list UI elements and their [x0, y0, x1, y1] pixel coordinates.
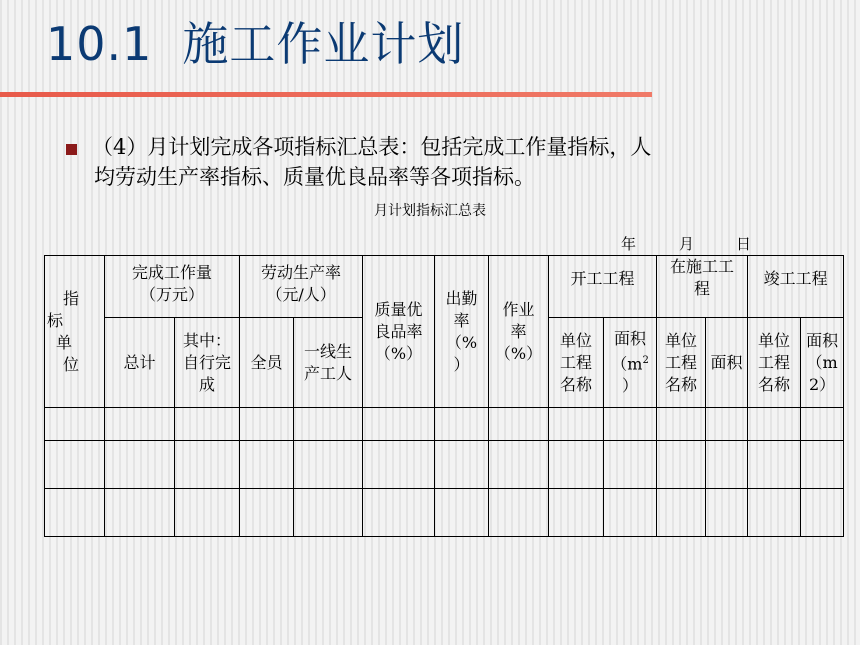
h-quality-3: （%） [374, 343, 423, 363]
header-operation-rate [489, 256, 549, 408]
table-cell [604, 408, 657, 441]
table-row [45, 408, 844, 441]
sub-done-area [801, 318, 844, 408]
h-work-3: （%） [494, 343, 543, 363]
sub-self-completed [175, 318, 240, 408]
sub-frontline-workers [294, 318, 363, 408]
table-cell [748, 441, 801, 489]
table-cell [489, 408, 549, 441]
table-cell [175, 489, 240, 537]
table-cell [105, 441, 175, 489]
header-indicator-unit [45, 256, 105, 408]
header-quality-rate [363, 256, 435, 408]
header-ongoing-projects [657, 256, 748, 318]
sub-start-area-3: ） [622, 376, 639, 396]
sub-start-area-1: 面积 [614, 328, 647, 348]
bullet-paragraph [92, 132, 812, 192]
h-workload-1: 完成工作量 [132, 263, 213, 282]
sub-done-area-1: 面积 [806, 330, 839, 350]
table-cell [294, 489, 363, 537]
header-started-projects: 开工工程 [549, 256, 657, 318]
sub-all-staff: 全员 [240, 318, 294, 408]
header-labor-productivity [240, 256, 363, 318]
date-day-label: 日 [736, 235, 752, 253]
h-quality-1: 质量优 [374, 299, 423, 319]
table-cell [489, 489, 549, 537]
h-ongoing-1: 在施工工 [670, 257, 735, 276]
table-cell [657, 441, 706, 489]
table-cell [748, 489, 801, 537]
table-cell [489, 441, 549, 489]
bullet-line-2: 均劳动生产率指标、质量优良品率等各项指标。 [94, 165, 535, 189]
table-cell [706, 408, 748, 441]
table-cell [549, 441, 604, 489]
sub-front-2: 产工人 [304, 363, 353, 383]
h-attend-1: 出勤 [445, 288, 478, 308]
table-cell [240, 408, 294, 441]
h-unit-2: 标 [47, 310, 64, 330]
sub-self-2: 自行完 [183, 352, 232, 372]
table-cell [294, 441, 363, 489]
sub-done-unit-name [748, 318, 801, 408]
table-cell [435, 441, 489, 489]
h-quality-2: 良品率 [374, 321, 423, 341]
table-row [45, 489, 844, 537]
table-cell [706, 441, 748, 489]
sub-ongoing-name-1: 单位 [665, 330, 698, 350]
table-cell [175, 408, 240, 441]
header-workload [105, 256, 240, 318]
h-labor-2: （元/人） [266, 285, 336, 304]
table-cell [45, 408, 105, 441]
sub-start-unit-name [549, 318, 604, 408]
sub-start-area-2 [604, 350, 656, 375]
sub-total: 总计 [105, 318, 175, 408]
table-cell [240, 489, 294, 537]
h-workload-2: （万元） [140, 285, 205, 304]
table-cell [363, 441, 435, 489]
summary-table [44, 255, 844, 537]
sub-done-area-2: （m [806, 352, 838, 372]
table-cell [549, 408, 604, 441]
sub-self-1: 其中： [183, 330, 232, 350]
table-cell [657, 489, 706, 537]
date-month-label: 月 [679, 235, 695, 253]
sub-ongoing-name-3: 名称 [665, 374, 698, 394]
h-labor-1: 劳动生产率 [261, 263, 342, 282]
table-cell [294, 408, 363, 441]
sub-done-name-1: 单位 [758, 330, 791, 350]
header-attendance-rate [435, 256, 489, 408]
table-cell [240, 441, 294, 489]
table-cell [549, 489, 604, 537]
table-cell [604, 441, 657, 489]
title-underline [0, 92, 652, 97]
sub-ongoing-unit-name [657, 318, 706, 408]
date-year-label: 年 [621, 235, 637, 253]
section-title: 施工作业计划 [182, 17, 465, 71]
h-attend-2: 率 [453, 310, 470, 330]
sub-done-name-3: 名称 [758, 374, 791, 394]
section-number: 10.1 [46, 17, 153, 71]
h-attend-4: ） [453, 354, 470, 374]
header-completed-projects: 竣工工程 [748, 256, 844, 318]
table-cell [604, 489, 657, 537]
table-row [45, 441, 844, 489]
table-cell [363, 408, 435, 441]
table-cell [175, 441, 240, 489]
table-cell [657, 408, 706, 441]
table-cell [105, 408, 175, 441]
table-cell [363, 489, 435, 537]
sub-front-1: 一线生 [304, 341, 353, 361]
table-cell [435, 408, 489, 441]
table-cell [45, 489, 105, 537]
header-row-1 [45, 256, 844, 318]
bullet-line-1: （4）月计划完成各项指标汇总表：包括完成工作量指标，人 [92, 135, 652, 159]
h-unit-4: 位 [63, 354, 80, 374]
table-caption: 月计划指标汇总表 [374, 203, 486, 219]
table-cell [105, 489, 175, 537]
sub-ongoing-area: 面积 [706, 318, 748, 408]
sub-ongoing-name-2: 工程 [665, 352, 698, 372]
sub-self-3: 成 [199, 374, 216, 394]
sub-start-name-2: 工程 [560, 352, 593, 372]
bullet-square-icon [66, 144, 77, 155]
h-work-2: 率 [510, 321, 527, 341]
table-cell [801, 441, 844, 489]
table-cell [435, 489, 489, 537]
sub-start-area [604, 318, 657, 408]
h-ongoing-2: 程 [694, 279, 711, 298]
sub-start-area-sup: 2 [642, 354, 649, 366]
slide-title [46, 8, 464, 74]
table-cell [706, 489, 748, 537]
sub-start-area-unit: （m [611, 354, 643, 374]
h-attend-3: （% [445, 332, 478, 352]
sub-done-name-2: 工程 [758, 352, 791, 372]
h-unit-3: 单 [56, 332, 73, 352]
sub-start-name-3: 名称 [560, 374, 593, 394]
sub-start-name-1: 单位 [560, 330, 593, 350]
h-unit-1: 指 [63, 288, 80, 308]
h-work-1: 作业 [502, 299, 535, 319]
table-cell [801, 489, 844, 537]
sub-done-area-3: 2） [808, 374, 836, 394]
table-cell [45, 441, 105, 489]
table-cell [748, 408, 801, 441]
table-cell [801, 408, 844, 441]
